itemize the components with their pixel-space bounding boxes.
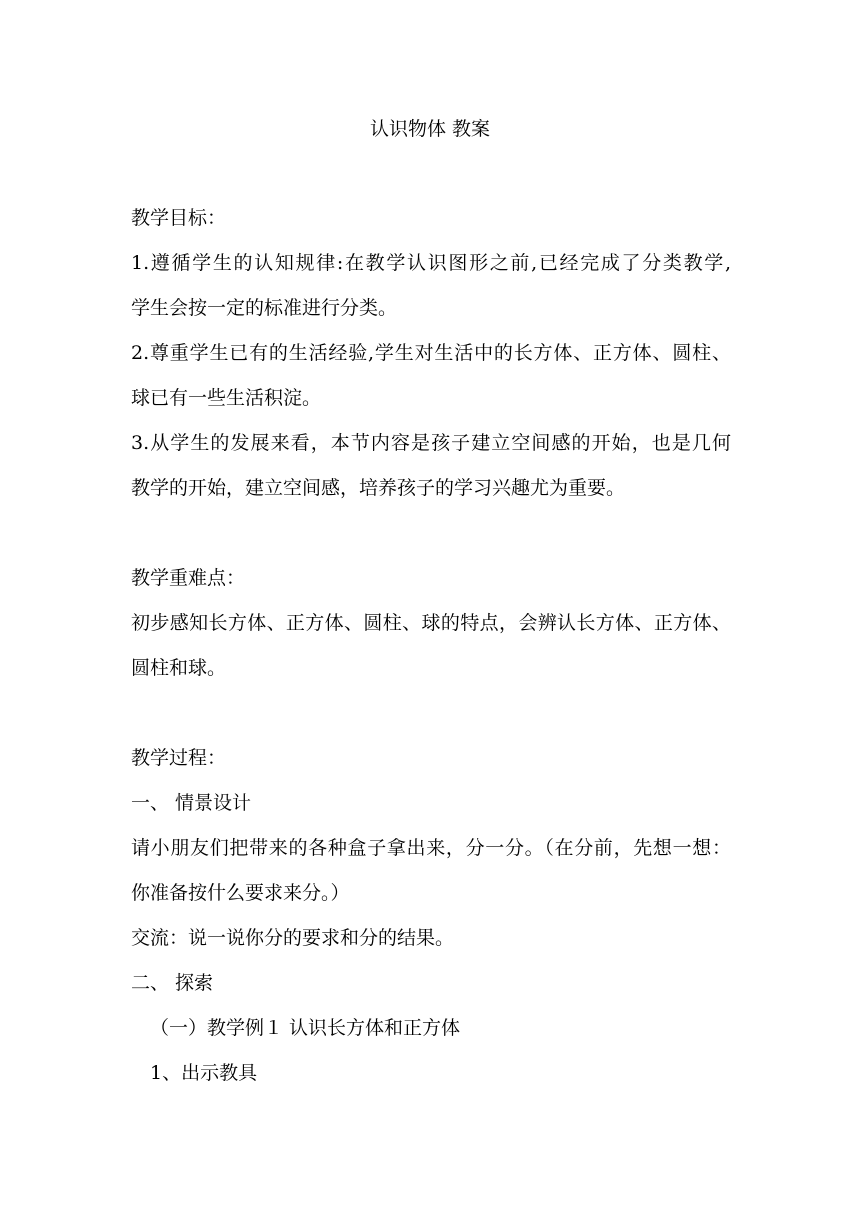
objective-3-line-2: 教学的开始，建立空间感，培养孩子的学习兴趣尤为重要。: [131, 477, 626, 499]
objective-2-line-2: 球已有一些生活积淀。: [131, 387, 322, 409]
objective-1-line-1: 1.遵循学生的认知规律:在教学认识图形之前,已经完成了分类教学,: [131, 252, 731, 274]
key-points-line-2: 圆柱和球。: [131, 657, 227, 679]
section-1-line-1: 请小朋友们把带来的各种盒子拿出来，分一分。（在分前，先想一想：: [131, 837, 731, 859]
process-heading: 教学过程：: [131, 747, 227, 769]
section-2-heading: 二、 探索: [131, 972, 214, 994]
objective-1-line-2: 学生会按一定的标准进行分类。: [131, 297, 398, 319]
key-points-line-1: 初步感知长方体、正方体、圆柱、球的特点，会辨认长方体、正方体、: [131, 612, 731, 634]
subsection-1-heading: （一）教学例１ 认识长方体和正方体: [150, 1017, 461, 1039]
objective-2-line-1: 2.尊重学生已有的生活经验,学生对生活中的长方体、正方体、圆柱、: [131, 342, 731, 364]
item-1: 1、出示教具: [150, 1062, 258, 1084]
key-points-heading: 教学重难点：: [131, 567, 246, 589]
document-title: 认识物体 教案: [369, 118, 491, 140]
objectives-heading: 教学目标：: [131, 207, 227, 229]
section-1-line-3: 交流：说一说你分的要求和分的结果。: [131, 927, 455, 949]
section-1-heading: 一、 情景设计: [131, 792, 252, 814]
objective-3-line-1: 3.从学生的发展来看，本节内容是孩子建立空间感的开始，也是几何: [131, 432, 731, 454]
section-1-line-2: 你准备按什么要求来分。）: [131, 882, 350, 904]
